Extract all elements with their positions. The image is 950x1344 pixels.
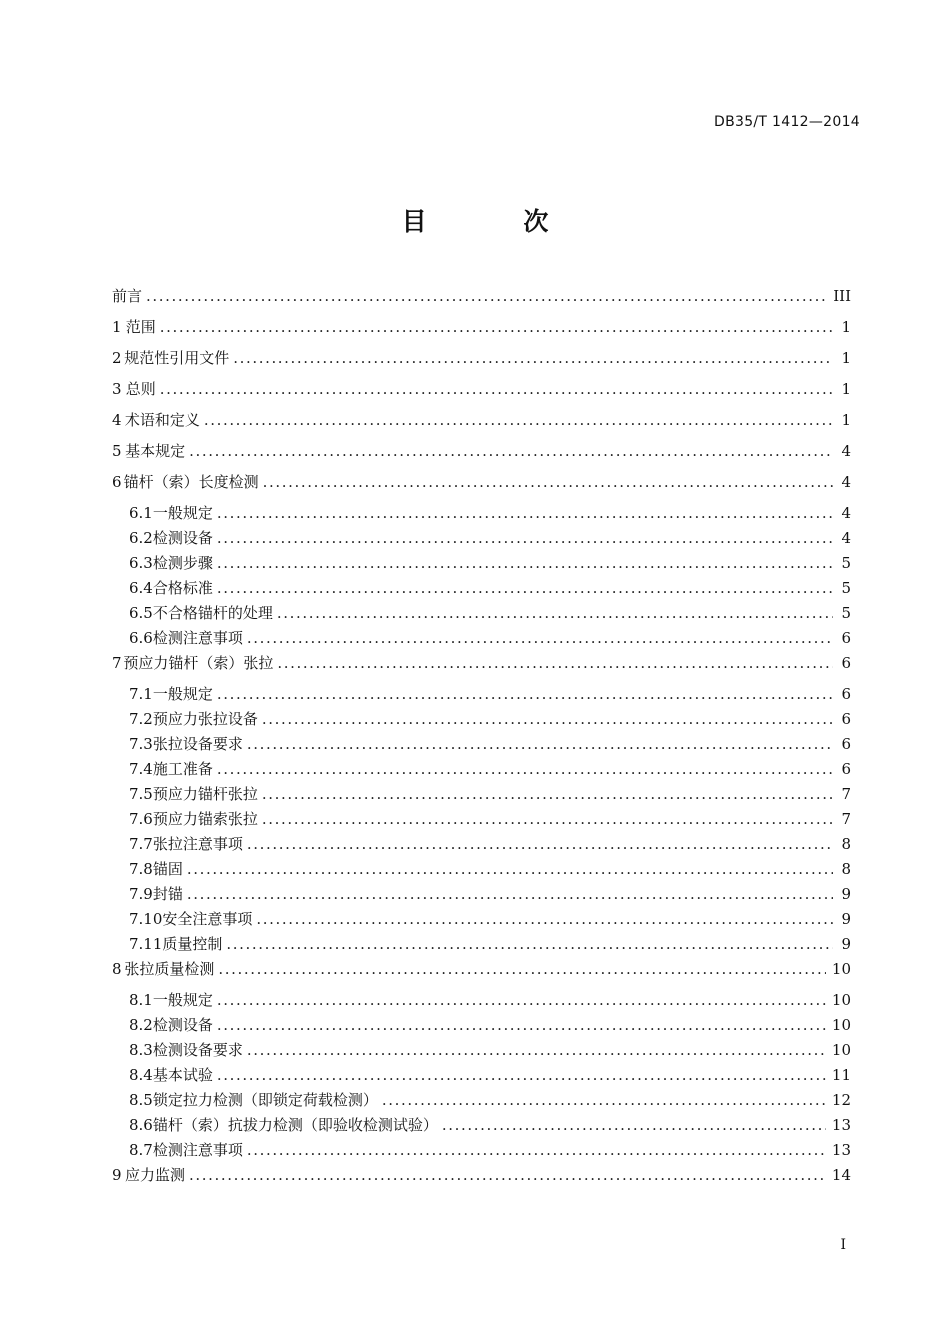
toc-entry-label: 应力监测 xyxy=(124,1166,185,1184)
toc-entry-label: 安全注意事项 xyxy=(162,910,253,928)
dot-leader xyxy=(217,1066,826,1084)
toc-entry[interactable] xyxy=(112,1164,851,1195)
toc-entry-number: 4 xyxy=(112,411,122,429)
toc-entry-label: 锚固 xyxy=(152,860,183,878)
toc-entry-number: 3 xyxy=(112,380,122,398)
toc-entry-number: 9 xyxy=(112,1166,122,1184)
dot-leader xyxy=(247,629,833,647)
toc-entry-page: III xyxy=(833,287,851,305)
toc-entry-number: 7.4 xyxy=(129,760,153,778)
dot-leader xyxy=(160,318,833,336)
dot-leader xyxy=(218,960,826,978)
toc-entry-page: 1 xyxy=(841,380,851,398)
toc-entry-label: 一般规定 xyxy=(152,685,213,703)
dot-leader xyxy=(262,710,833,728)
page-number: I xyxy=(840,1237,846,1253)
toc-entry-label: 质量控制 xyxy=(162,935,223,953)
dot-leader xyxy=(277,654,833,672)
dot-leader xyxy=(262,810,833,828)
dot-leader xyxy=(247,735,833,753)
toc-entry[interactable] xyxy=(112,808,851,833)
toc-entry[interactable] xyxy=(112,683,851,708)
toc-entry-number: 7.2 xyxy=(129,710,153,728)
dot-leader xyxy=(217,579,833,597)
toc-entry-number: 8.6 xyxy=(129,1116,153,1134)
toc-entry[interactable] xyxy=(112,1039,851,1064)
toc-entry-label: 封锚 xyxy=(152,885,183,903)
toc-entry-number: 6.2 xyxy=(129,529,153,547)
toc-entry-number: 8 xyxy=(112,960,122,978)
toc-entry-page: 10 xyxy=(831,1016,851,1034)
page-title: 目 次 xyxy=(401,207,593,236)
toc-entry[interactable] xyxy=(112,627,851,652)
toc-entry-label: 施工准备 xyxy=(152,760,213,778)
toc-entry-label: 锁定拉力检测（即锁定荷载检测） xyxy=(152,1091,378,1109)
toc-entry-number: 7 xyxy=(112,654,122,672)
toc-entry-number: 7.3 xyxy=(129,735,153,753)
toc-entry-label: 基本规定 xyxy=(125,442,186,460)
toc-entry[interactable] xyxy=(112,577,851,602)
toc-entry-page: 9 xyxy=(841,885,851,903)
dot-leader xyxy=(187,885,833,903)
toc-entry[interactable] xyxy=(112,783,851,808)
toc-entry-page: 12 xyxy=(831,1091,851,1109)
toc-entry-page: 9 xyxy=(841,910,851,928)
toc-entry-number: 8.4 xyxy=(129,1066,153,1084)
dot-leader xyxy=(262,785,833,803)
toc-entry-page: 7 xyxy=(841,785,851,803)
toc-entry-page: 5 xyxy=(841,579,851,597)
toc-entry-number: 2 xyxy=(112,349,122,367)
dot-leader xyxy=(217,529,833,547)
toc-entry-label: 检测设备 xyxy=(152,1016,213,1034)
toc-entry-number: 6.6 xyxy=(129,629,153,647)
toc-entry-label: 预应力张拉设备 xyxy=(152,710,258,728)
dot-leader xyxy=(217,504,833,522)
toc-entry-label: 一般规定 xyxy=(152,991,213,1009)
toc-entry-page: 6 xyxy=(841,710,851,728)
toc-entry-number: 8.1 xyxy=(129,991,153,1009)
dot-leader xyxy=(233,349,833,367)
toc-entry[interactable] xyxy=(112,933,851,958)
dot-leader xyxy=(277,604,833,622)
toc-entry-number: 6.4 xyxy=(129,579,153,597)
toc-entry-number: 5 xyxy=(112,442,122,460)
toc-entry[interactable] xyxy=(112,858,851,883)
toc-entry[interactable] xyxy=(112,708,851,733)
dot-leader xyxy=(189,1166,826,1184)
dot-leader xyxy=(263,473,833,491)
toc-entry-label: 不合格锚杆的处理 xyxy=(152,604,273,622)
toc-entry-label: 检测注意事项 xyxy=(152,1141,243,1159)
toc-entry-page: 4 xyxy=(841,529,851,547)
dot-leader xyxy=(160,380,833,398)
toc-entry-page: 8 xyxy=(841,860,851,878)
toc-entry-label: 合格标准 xyxy=(152,579,213,597)
toc-entry-number: 7.11 xyxy=(129,935,163,953)
toc-entry-number: 7.1 xyxy=(129,685,153,703)
toc-entry-number: 6 xyxy=(112,473,122,491)
toc-entry-page: 10 xyxy=(831,960,851,978)
dot-leader xyxy=(187,860,833,878)
dot-leader xyxy=(247,1141,826,1159)
toc-entry-page: 14 xyxy=(831,1166,851,1184)
toc-entry-number: 8.7 xyxy=(129,1141,153,1159)
toc-entry-page: 13 xyxy=(831,1141,851,1159)
toc-entry-page: 4 xyxy=(841,442,851,460)
toc-entry[interactable] xyxy=(112,652,851,683)
toc-entry-page: 6 xyxy=(841,629,851,647)
dot-leader xyxy=(217,991,826,1009)
dot-leader xyxy=(217,1016,826,1034)
toc-entry-number: 7.8 xyxy=(129,860,153,878)
toc-entry-label: 锚杆（索）长度检测 xyxy=(123,473,259,491)
toc-entry-label: 前言 xyxy=(112,287,143,305)
toc-entry-page: 1 xyxy=(841,411,851,429)
toc-entry-page: 6 xyxy=(841,735,851,753)
toc-entry[interactable] xyxy=(112,552,851,577)
toc-entry-number: 1 xyxy=(112,318,122,336)
toc-entry[interactable] xyxy=(112,527,851,552)
toc-entry[interactable] xyxy=(112,1064,851,1089)
toc-entry-number: 6.5 xyxy=(129,604,153,622)
toc-entry[interactable] xyxy=(112,378,851,409)
toc-entry[interactable] xyxy=(112,733,851,758)
dot-leader xyxy=(217,760,833,778)
toc-entry-label: 检测设备 xyxy=(152,529,213,547)
toc-entry-number: 8.5 xyxy=(129,1091,153,1109)
toc-entry-number: 7.9 xyxy=(129,885,153,903)
toc-entry-label: 张拉质量检测 xyxy=(124,960,215,978)
toc-entry-page: 8 xyxy=(841,835,851,853)
toc-entry[interactable] xyxy=(112,409,851,440)
dot-leader xyxy=(217,685,833,703)
toc-entry-label: 预应力锚杆（索）张拉 xyxy=(123,654,274,672)
dot-leader xyxy=(189,442,833,460)
toc-entry[interactable] xyxy=(112,883,851,908)
toc-entry-page: 6 xyxy=(841,685,851,703)
toc-entry[interactable] xyxy=(112,1014,851,1039)
toc-entry-label: 锚杆（索）抗拔力检测（即验收检测试验） xyxy=(152,1116,438,1134)
toc-entry-number: 6.1 xyxy=(129,504,153,522)
toc-entry[interactable] xyxy=(112,502,851,527)
toc-entry-page: 1 xyxy=(841,318,851,336)
toc-entry[interactable] xyxy=(112,1139,851,1164)
dot-leader xyxy=(256,910,833,928)
toc-entry-label: 张拉设备要求 xyxy=(152,735,243,753)
document-code: DB35/T 1412—2014 xyxy=(714,114,860,130)
toc-entry-page: 1 xyxy=(841,349,851,367)
toc-entry[interactable] xyxy=(112,316,851,347)
dot-leader xyxy=(217,554,833,572)
dot-leader xyxy=(247,1041,826,1059)
toc-entry-label: 总则 xyxy=(125,380,156,398)
toc-entry[interactable] xyxy=(112,908,851,933)
toc-entry-number: 7.10 xyxy=(129,910,163,928)
dot-leader xyxy=(442,1116,826,1134)
toc-entry[interactable] xyxy=(112,1114,851,1139)
toc-entry-page: 13 xyxy=(831,1116,851,1134)
toc-entry-page: 4 xyxy=(841,504,851,522)
toc-entry[interactable] xyxy=(112,440,851,471)
toc-entry-page: 7 xyxy=(841,810,851,828)
toc-entry[interactable] xyxy=(112,758,851,783)
dot-leader xyxy=(204,411,833,429)
toc-entry-page: 6 xyxy=(841,760,851,778)
toc-entry[interactable] xyxy=(112,602,851,627)
dot-leader xyxy=(226,935,833,953)
toc-entry-number: 7.6 xyxy=(129,810,153,828)
toc-entry-label: 预应力锚索张拉 xyxy=(152,810,258,828)
toc-entry-number: 6.3 xyxy=(129,554,153,572)
toc-entry-page: 9 xyxy=(841,935,851,953)
toc-entry[interactable] xyxy=(112,958,851,989)
toc-entry-label: 检测步骤 xyxy=(152,554,213,572)
dot-leader xyxy=(247,835,833,853)
toc-entry[interactable] xyxy=(112,285,851,316)
toc-entry-label: 术语和定义 xyxy=(124,411,200,429)
toc-entry-page: 6 xyxy=(841,654,851,672)
toc-entry-page: 10 xyxy=(831,991,851,1009)
table-of-contents xyxy=(112,285,851,1195)
dot-leader xyxy=(382,1091,826,1109)
dot-leader xyxy=(146,287,827,305)
toc-entry-number: 8.2 xyxy=(129,1016,153,1034)
toc-entry[interactable] xyxy=(112,833,851,858)
toc-entry-label: 张拉注意事项 xyxy=(152,835,243,853)
toc-entry-number: 7.7 xyxy=(129,835,153,853)
toc-entry-label: 规范性引用文件 xyxy=(124,349,230,367)
toc-entry[interactable] xyxy=(112,989,851,1014)
toc-entry-number: 8.3 xyxy=(129,1041,153,1059)
toc-entry-number: 7.5 xyxy=(129,785,153,803)
toc-entry[interactable] xyxy=(112,1089,851,1114)
toc-entry-label: 检测设备要求 xyxy=(152,1041,243,1059)
toc-entry-page: 5 xyxy=(841,604,851,622)
toc-entry-label: 一般规定 xyxy=(152,504,213,522)
toc-entry[interactable] xyxy=(112,471,851,502)
toc-entry-page: 5 xyxy=(841,554,851,572)
toc-entry-page: 10 xyxy=(831,1041,851,1059)
toc-entry[interactable] xyxy=(112,347,851,378)
toc-entry-page: 4 xyxy=(841,473,851,491)
toc-entry-label: 范围 xyxy=(125,318,156,336)
toc-entry-label: 基本试验 xyxy=(152,1066,213,1084)
toc-entry-label: 检测注意事项 xyxy=(152,629,243,647)
toc-entry-page: 11 xyxy=(831,1066,851,1084)
toc-entry-label: 预应力锚杆张拉 xyxy=(152,785,258,803)
